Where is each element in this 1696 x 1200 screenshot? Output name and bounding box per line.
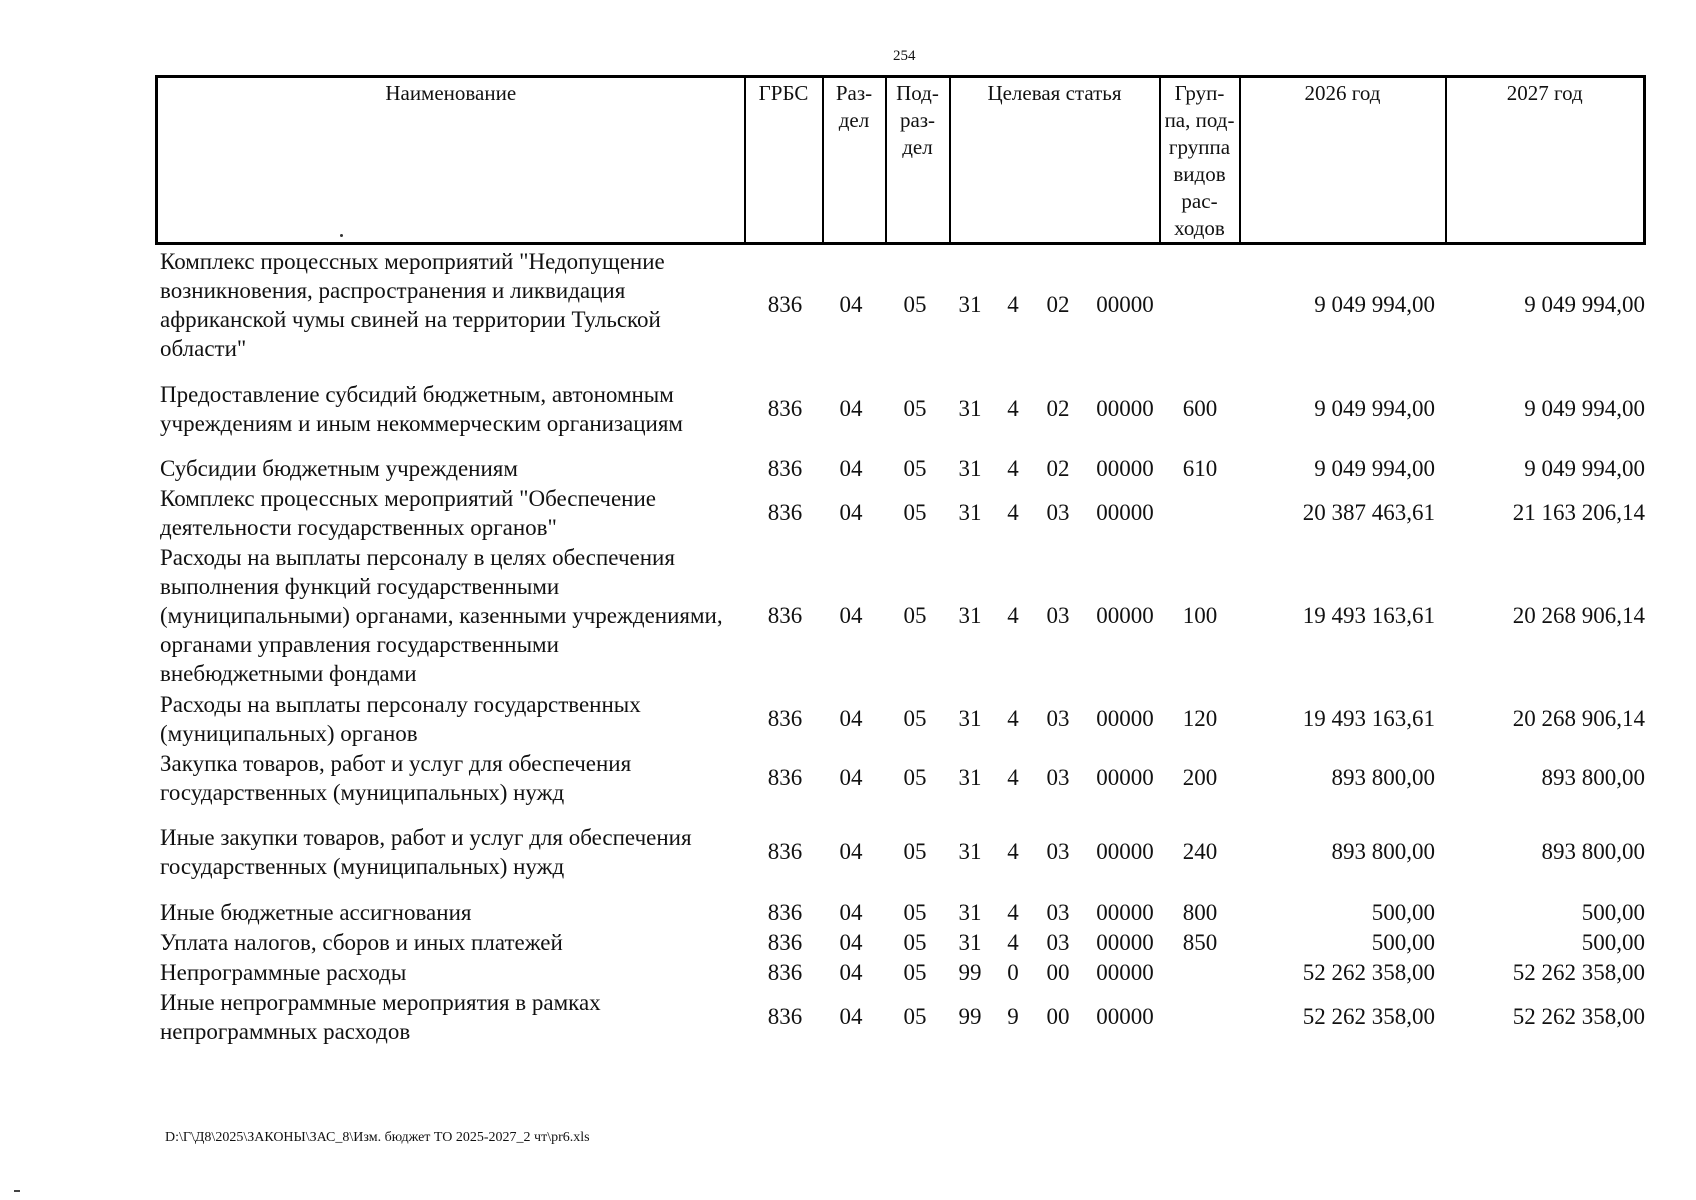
file-path: D:\Г\Д8\2025\ЗАКОНЫ\ЗАС_8\Изм. бюджет ТО 2025-2027_2 чт\pr6.xls	[165, 1130, 590, 1145]
row-cs-program: 99	[958, 1004, 982, 1029]
row-2026: 19 493 163,61	[1302, 706, 1435, 731]
row-grbs: 836	[767, 706, 803, 731]
row-2026: 893 800,00	[1331, 765, 1435, 790]
row-name: Расходы на выплаты персоналу государственных (муниципальных) органов	[160, 692, 641, 746]
table-row	[0, 898, 1696, 927]
row-cs-type: 4	[1007, 292, 1019, 317]
row-grbs: 836	[767, 839, 803, 864]
row-cs-program: 31	[958, 839, 982, 864]
row-cs-complex: 02	[1046, 396, 1070, 421]
row-grbs: 836	[767, 603, 803, 628]
row-cs-type: 4	[1007, 706, 1019, 731]
header-target: Целевая статья	[950, 77, 1160, 244]
row-razdel: 04	[839, 900, 863, 925]
row-grbs: 836	[767, 1004, 803, 1029]
row-razdel: 04	[839, 839, 863, 864]
row-cs-type: 9	[1007, 1004, 1019, 1029]
row-cs-complex: 03	[1046, 765, 1070, 790]
row-cs-complex: 03	[1046, 839, 1070, 864]
row-podrazdel: 05	[903, 292, 927, 317]
table-row	[0, 958, 1696, 987]
row-cs-direction: 00000	[1096, 765, 1154, 790]
row-2027: 9 049 994,00	[1524, 292, 1645, 317]
row-razdel: 04	[839, 500, 863, 525]
row-cs-complex: 03	[1046, 930, 1070, 955]
row-group: 610	[1182, 456, 1218, 481]
row-name: Непрограммные расходы	[160, 960, 407, 985]
row-cs-type: 4	[1007, 930, 1019, 955]
row-cs-complex: 03	[1046, 603, 1070, 628]
header-2026: 2026 год	[1240, 77, 1446, 244]
row-razdel: 04	[839, 706, 863, 731]
row-cs-direction: 00000	[1096, 930, 1154, 955]
table-header	[155, 75, 1646, 245]
row-cs-type: 4	[1007, 603, 1019, 628]
row-cs-direction: 00000	[1096, 1004, 1154, 1029]
row-cs-type: 0	[1007, 960, 1019, 985]
row-2026: 20 387 463,61	[1302, 500, 1435, 525]
row-2027: 20 268 906,14	[1512, 706, 1645, 731]
row-grbs: 836	[767, 900, 803, 925]
row-cs-type: 4	[1007, 500, 1019, 525]
row-cs-complex: 03	[1046, 900, 1070, 925]
row-cs-program: 31	[958, 930, 982, 955]
row-group: 120	[1182, 706, 1218, 731]
row-2026: 9 049 994,00	[1314, 396, 1435, 421]
row-grbs: 836	[767, 765, 803, 790]
row-2027: 52 262 358,00	[1512, 960, 1645, 985]
row-cs-type: 4	[1007, 396, 1019, 421]
row-group: 240	[1182, 839, 1218, 864]
row-2027: 500,00	[1581, 930, 1645, 955]
row-group: 600	[1182, 396, 1218, 421]
row-grbs: 836	[767, 292, 803, 317]
row-razdel: 04	[839, 960, 863, 985]
row-cs-direction: 00000	[1096, 603, 1154, 628]
row-podrazdel: 05	[903, 900, 927, 925]
header-2027: 2027 год	[1446, 77, 1645, 244]
row-podrazdel: 05	[903, 603, 927, 628]
row-2027: 21 163 206,14	[1512, 500, 1645, 525]
row-cs-program: 99	[958, 960, 982, 985]
row-cs-program: 31	[958, 765, 982, 790]
header-grbs: ГРБС	[745, 77, 823, 244]
row-cs-program: 31	[958, 500, 982, 525]
row-cs-direction: 00000	[1096, 500, 1154, 525]
row-cs-complex: 00	[1046, 960, 1070, 985]
row-cs-program: 31	[958, 900, 982, 925]
row-2027: 500,00	[1581, 900, 1645, 925]
row-cs-program: 31	[958, 292, 982, 317]
row-2027: 52 262 358,00	[1512, 1004, 1645, 1029]
row-cs-direction: 00000	[1096, 900, 1154, 925]
row-name: Иные закупки товаров, работ и услуг для обеспечения государственных (муниципальных) нужд	[160, 825, 692, 879]
row-podrazdel: 05	[903, 930, 927, 955]
row-razdel: 04	[839, 603, 863, 628]
row-2026: 893 800,00	[1331, 839, 1435, 864]
row-2026: 9 049 994,00	[1314, 292, 1435, 317]
row-2027: 20 268 906,14	[1512, 603, 1645, 628]
row-cs-program: 31	[958, 396, 982, 421]
row-podrazdel: 05	[903, 960, 927, 985]
scan-mark	[14, 1190, 20, 1192]
row-2026: 500,00	[1371, 930, 1435, 955]
page-number: 254	[893, 48, 916, 64]
header-group: Груп- па, под- группа видов рас- ходов	[1160, 77, 1240, 244]
row-cs-direction: 00000	[1096, 456, 1154, 481]
row-cs-program: 31	[958, 603, 982, 628]
table-row	[0, 543, 1696, 688]
header-name: Наименование	[385, 81, 517, 105]
row-cs-complex: 02	[1046, 292, 1070, 317]
row-razdel: 04	[839, 292, 863, 317]
scan-dot	[340, 234, 343, 237]
row-2026: 52 262 358,00	[1302, 1004, 1435, 1029]
row-razdel: 04	[839, 456, 863, 481]
header-podrazdel: Под- раз- дел	[886, 77, 950, 244]
row-cs-type: 4	[1007, 765, 1019, 790]
row-name: Предоставление субсидий бюджетным, автономным учреждениям и иным некоммерческим организациям	[160, 382, 683, 436]
row-cs-type: 4	[1007, 456, 1019, 481]
row-name: Субсидии бюджетным учреждениям	[160, 456, 518, 481]
row-name: Уплата налогов, сборов и иных платежей	[160, 930, 563, 955]
row-name: Расходы на выплаты персоналу в целях обеспечения выполнения функций государственными (муниципальными) органами, казенными учреждениями, органами управления государственными внебюджетными фондами	[160, 545, 723, 686]
table-row	[0, 749, 1696, 807]
row-name: Комплекс процессных мероприятий "Недопущение возникновения, распространения и ликвидация африканской чумы свиней на территории Тульской области"	[160, 249, 665, 361]
row-2027: 9 049 994,00	[1524, 456, 1645, 481]
row-2027: 893 800,00	[1541, 765, 1645, 790]
row-podrazdel: 05	[903, 765, 927, 790]
row-cs-direction: 00000	[1096, 706, 1154, 731]
row-2026: 19 493 163,61	[1302, 603, 1435, 628]
row-2026: 52 262 358,00	[1302, 960, 1435, 985]
row-cs-direction: 00000	[1096, 960, 1154, 985]
row-grbs: 836	[767, 960, 803, 985]
row-group: 800	[1182, 900, 1218, 925]
table-row	[0, 484, 1696, 542]
header-razdel: Раз- дел	[823, 77, 886, 244]
row-podrazdel: 05	[903, 839, 927, 864]
row-name: Иные бюджетные ассигнования	[160, 900, 472, 925]
row-name: Иные непрограммные мероприятия в рамках непрограммных расходов	[160, 990, 601, 1044]
row-cs-direction: 00000	[1096, 396, 1154, 421]
row-razdel: 04	[839, 396, 863, 421]
table-row	[0, 988, 1696, 1046]
table-row	[0, 454, 1696, 483]
table-row	[0, 823, 1696, 881]
row-group: 200	[1182, 765, 1218, 790]
row-2026: 9 049 994,00	[1314, 456, 1435, 481]
row-cs-type: 4	[1007, 900, 1019, 925]
row-cs-complex: 00	[1046, 1004, 1070, 1029]
row-grbs: 836	[767, 930, 803, 955]
row-podrazdel: 05	[903, 396, 927, 421]
row-grbs: 836	[767, 456, 803, 481]
table-row	[0, 247, 1696, 363]
row-name: Закупка товаров, работ и услуг для обеспечения государственных (муниципальных) нужд	[160, 751, 632, 805]
row-podrazdel: 05	[903, 500, 927, 525]
row-name: Комплекс процессных мероприятий "Обеспечение деятельности государственных органов"	[160, 486, 657, 540]
row-podrazdel: 05	[903, 456, 927, 481]
row-razdel: 04	[839, 930, 863, 955]
row-cs-direction: 00000	[1096, 292, 1154, 317]
table-row	[0, 380, 1696, 438]
row-cs-type: 4	[1007, 839, 1019, 864]
table-row	[0, 690, 1696, 748]
row-cs-program: 31	[958, 456, 982, 481]
row-grbs: 836	[767, 396, 803, 421]
row-cs-program: 31	[958, 706, 982, 731]
row-2027: 893 800,00	[1541, 839, 1645, 864]
row-2027: 9 049 994,00	[1524, 396, 1645, 421]
row-grbs: 836	[767, 500, 803, 525]
row-podrazdel: 05	[903, 1004, 927, 1029]
row-cs-complex: 03	[1046, 500, 1070, 525]
table-row	[0, 928, 1696, 957]
row-2026: 500,00	[1371, 900, 1435, 925]
row-cs-complex: 02	[1046, 456, 1070, 481]
row-cs-direction: 00000	[1096, 839, 1154, 864]
row-group: 850	[1182, 930, 1218, 955]
row-cs-complex: 03	[1046, 706, 1070, 731]
row-razdel: 04	[839, 765, 863, 790]
row-podrazdel: 05	[903, 706, 927, 731]
row-group: 100	[1182, 603, 1218, 628]
row-razdel: 04	[839, 1004, 863, 1029]
